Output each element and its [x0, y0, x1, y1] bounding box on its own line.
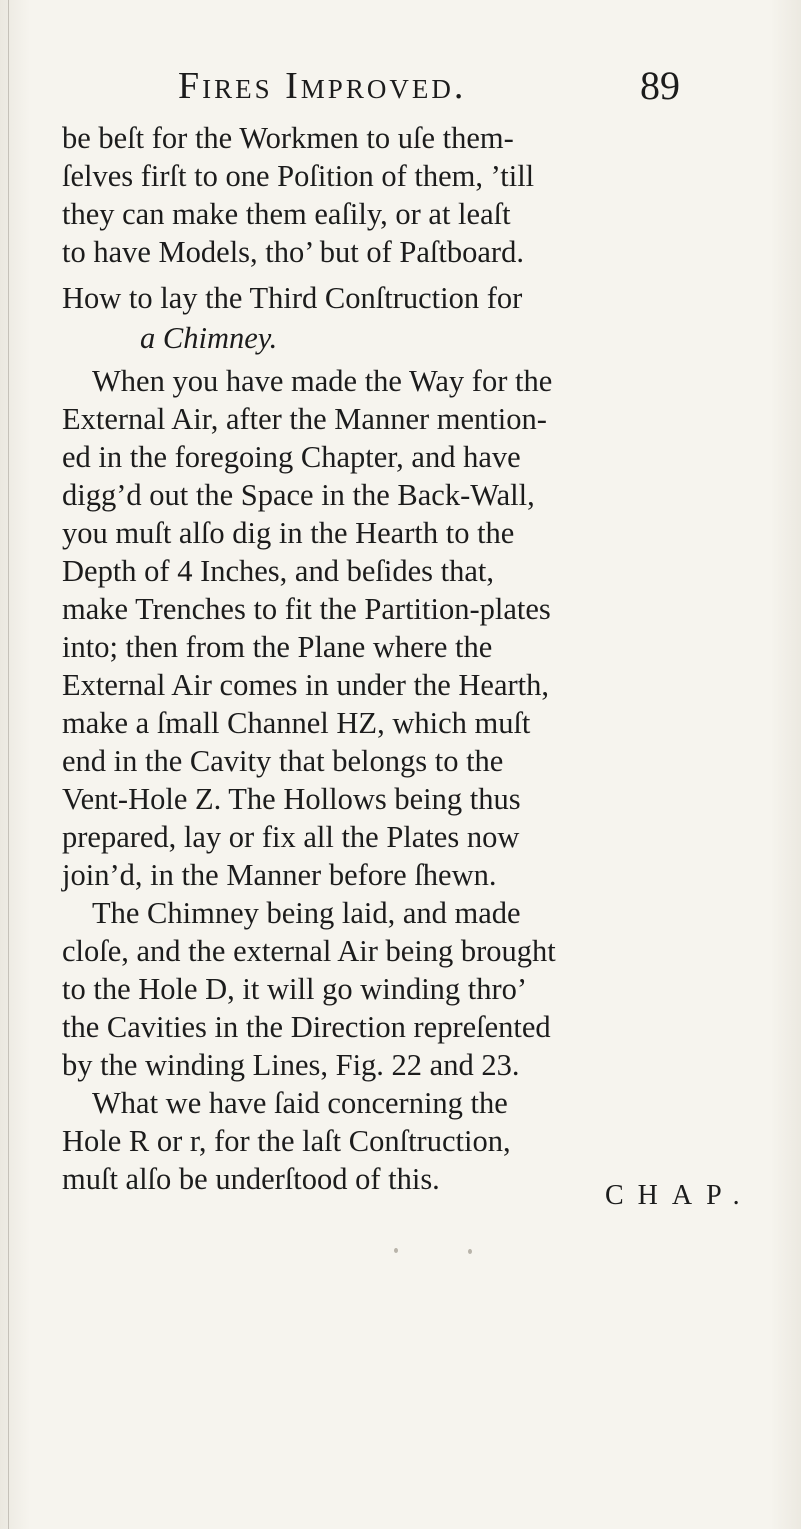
text-line: end in the Cavity that belongs to the — [62, 744, 504, 778]
text-line: ſelves firſt to one Poſition of them, ’till — [62, 159, 535, 193]
text-line: muſt alſo be underſtood of this. — [62, 1162, 440, 1196]
text-line: External Air comes in under the Hearth, — [62, 668, 549, 702]
text-line: into; then from the Plane where the — [62, 630, 493, 664]
text-line: External Air, after the Manner mention- — [62, 402, 547, 436]
text-line: join’d, in the Manner before ſhewn. — [62, 858, 497, 892]
text-line: by the winding Lines, Fig. 22 and 23. — [62, 1048, 520, 1082]
text-line: ed in the foregoing Chapter, and have — [62, 440, 521, 474]
text-line: Hole R or r, for the laſt Conſtruction, — [62, 1124, 511, 1158]
text-line: Depth of 4 Inches, and beſides that, — [62, 554, 494, 588]
ink-speck — [468, 1249, 472, 1254]
text-line: you muſt alſo dig in the Hearth to the — [62, 516, 515, 550]
text-line: cloſe, and the external Air being brought — [62, 934, 556, 968]
text-line: they can make them eaſily, or at leaſt — [62, 197, 511, 231]
text-line: to the Hole D, it will go winding thro’ — [62, 972, 528, 1006]
catchword: CHAP. — [605, 1180, 754, 1211]
text-line: The Chimney being laid, and made — [92, 896, 521, 930]
running-head — [178, 64, 738, 108]
text-line: digg’d out the Space in the Back-Wall, — [62, 478, 535, 512]
text-line: When you have made the Way for the — [92, 364, 553, 398]
section-heading-line-1: How to lay the Third Conſtruction for — [62, 281, 523, 315]
text-line: the Cavities in the Direction repreſented — [62, 1010, 551, 1044]
text-line: Vent-Hole Z. The Hollows being thus — [62, 782, 521, 816]
text-line: prepared, lay or fix all the Plates now — [62, 820, 520, 854]
text-line: make a ſmall Channel HZ, which muſt — [62, 706, 531, 740]
section-heading-line-2: a Chimney. — [140, 321, 278, 355]
page-number: 89 — [640, 63, 680, 108]
ink-speck — [394, 1248, 398, 1253]
text-line: make Trenches to fit the Partition-plates — [62, 592, 551, 626]
text-line: What we have ſaid concerning the — [92, 1086, 508, 1120]
running-title: Fires Improved. — [178, 65, 467, 107]
text-line: be beſt for the Workmen to uſe them- — [62, 121, 514, 155]
text-line: to have Models, tho’ but of Paſtboard. — [62, 235, 524, 269]
page-fold-line — [8, 0, 9, 1529]
